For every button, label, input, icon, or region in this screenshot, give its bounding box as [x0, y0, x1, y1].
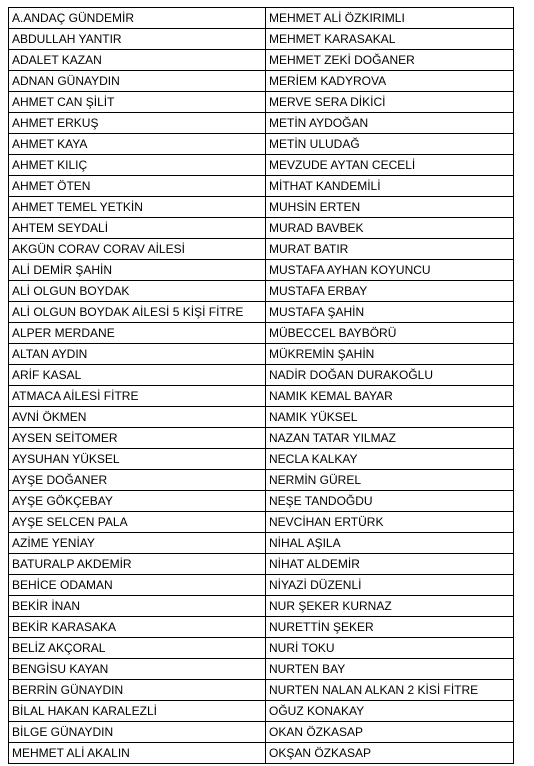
name-cell-right[interactable]: OKŞAN ÖZKASAP [266, 743, 514, 764]
name-cell-right[interactable]: MÜBECCEL BAYBÖRÜ [266, 323, 514, 344]
table-row [9, 743, 514, 764]
table-row [9, 638, 514, 659]
table-row [9, 8, 514, 29]
name-cell-left[interactable]: AHMET ÖTEN [9, 176, 266, 197]
table-row [9, 428, 514, 449]
name-cell-left[interactable]: AHMET CAN ŞİLİT [9, 92, 266, 113]
name-cell-right[interactable]: NADİR DOĞAN DURAKOĞLU [266, 365, 514, 386]
name-cell-left[interactable]: AYŞE DOĞANER [9, 470, 266, 491]
name-cell-right[interactable]: OĞUZ KONAKAY [266, 701, 514, 722]
name-list-body [9, 8, 514, 764]
name-cell-left[interactable]: ALTAN AYDIN [9, 344, 266, 365]
name-cell-left[interactable]: AHMET KILIÇ [9, 155, 266, 176]
table-row [9, 554, 514, 575]
name-cell-right[interactable]: OKAN ÖZKASAP [266, 722, 514, 743]
name-cell-left[interactable]: AHMET TEMEL YETKİN [9, 197, 266, 218]
name-cell-left[interactable]: BATURALP AKDEMİR [9, 554, 266, 575]
name-cell-left[interactable]: MEHMET ALİ AKALIN [9, 743, 266, 764]
name-cell-left[interactable]: AYŞE SELCEN PALA [9, 512, 266, 533]
name-cell-right[interactable]: NAMIK YÜKSEL [266, 407, 514, 428]
name-cell-left[interactable]: AHMET KAYA [9, 134, 266, 155]
name-cell-left[interactable]: AHMET ERKUŞ [9, 113, 266, 134]
name-cell-left[interactable]: BEKİR İNAN [9, 596, 266, 617]
name-cell-left[interactable]: ADNAN GÜNAYDIN [9, 71, 266, 92]
table-row [9, 701, 514, 722]
name-cell-right[interactable]: MURAD BAVBEK [266, 218, 514, 239]
name-cell-left[interactable]: ADALET KAZAN [9, 50, 266, 71]
table-row [9, 449, 514, 470]
table-row [9, 113, 514, 134]
table-row [9, 491, 514, 512]
table-row [9, 722, 514, 743]
name-cell-left[interactable]: BEHİCE ODAMAN [9, 575, 266, 596]
table-row [9, 575, 514, 596]
name-cell-left[interactable]: AYSEN SEİTOMER [9, 428, 266, 449]
name-cell-right[interactable]: MERİEM KADYROVA [266, 71, 514, 92]
table-row [9, 659, 514, 680]
name-cell-left[interactable]: BELİZ AKÇORAL [9, 638, 266, 659]
name-cell-right[interactable]: NEVCİHAN ERTÜRK [266, 512, 514, 533]
table-row [9, 617, 514, 638]
table-row [9, 197, 514, 218]
name-cell-left[interactable]: A.ANDAÇ GÜNDEMİR [9, 8, 266, 29]
table-row [9, 260, 514, 281]
name-cell-right[interactable]: MEVZUDE AYTAN CECELİ [266, 155, 514, 176]
name-cell-left[interactable]: BİLGE GÜNAYDIN [9, 722, 266, 743]
name-cell-right[interactable]: MURAT BATIR [266, 239, 514, 260]
table-row [9, 239, 514, 260]
table-row [9, 512, 514, 533]
table-row [9, 218, 514, 239]
name-cell-left[interactable]: AYSUHAN YÜKSEL [9, 449, 266, 470]
name-cell-right[interactable]: NAMIK KEMAL BAYAR [266, 386, 514, 407]
name-cell-left[interactable]: ABDULLAH YANTIR [9, 29, 266, 50]
name-cell-right[interactable]: NURTEN BAY [266, 659, 514, 680]
name-cell-right[interactable]: NERMİN GÜREL [266, 470, 514, 491]
name-cell-right[interactable]: MUSTAFA AYHAN KOYUNCU [266, 260, 514, 281]
table-row [9, 176, 514, 197]
name-cell-right[interactable]: NİYAZİ DÜZENLİ [266, 575, 514, 596]
name-cell-right[interactable]: NİHAL AŞILA [266, 533, 514, 554]
name-cell-right[interactable]: MİTHAT KANDEMİLİ [266, 176, 514, 197]
name-cell-left[interactable]: BEKİR KARASAKA [9, 617, 266, 638]
name-cell-left[interactable]: ALPER MERDANE [9, 323, 266, 344]
table-row [9, 134, 514, 155]
table-row [9, 470, 514, 491]
table-row [9, 302, 514, 323]
name-cell-left[interactable]: AKGÜN CORAV CORAV AİLESİ [9, 239, 266, 260]
name-cell-right[interactable]: NİHAT ALDEMİR [266, 554, 514, 575]
name-cell-right[interactable]: MEHMET KARASAKAL [266, 29, 514, 50]
name-cell-right[interactable]: NAZAN TATAR YILMAZ [266, 428, 514, 449]
name-cell-right[interactable]: METİN ULUDAĞ [266, 134, 514, 155]
table-row [9, 155, 514, 176]
table-row [9, 29, 514, 50]
table-row [9, 407, 514, 428]
table-row [9, 680, 514, 701]
table-row [9, 281, 514, 302]
name-cell-left[interactable]: ALİ OLGUN BOYDAK [9, 281, 266, 302]
name-cell-right[interactable]: MUHSİN ERTEN [266, 197, 514, 218]
name-cell-left[interactable]: ATMACA AİLESİ FİTRE [9, 386, 266, 407]
name-cell-left[interactable]: BİLAL HAKAN KARALEZLİ [9, 701, 266, 722]
name-cell-left[interactable]: BERRİN GÜNAYDIN [9, 680, 266, 701]
table-row [9, 344, 514, 365]
name-cell-left[interactable]: AVNİ ÖKMEN [9, 407, 266, 428]
name-cell-right[interactable]: NECLA KALKAY [266, 449, 514, 470]
name-cell-left[interactable]: ARİF KASAL [9, 365, 266, 386]
table-row [9, 71, 514, 92]
table-row [9, 50, 514, 71]
name-cell-left[interactable]: AZİME YENİAY [9, 533, 266, 554]
name-cell-left[interactable]: AYŞE GÖKÇEBAY [9, 491, 266, 512]
name-cell-right[interactable]: METİN AYDOĞAN [266, 113, 514, 134]
name-cell-right[interactable]: NURTEN NALAN ALKAN 2 KİSİ FİTRE [266, 680, 514, 701]
table-row [9, 92, 514, 113]
name-cell-right[interactable]: NURİ TOKU [266, 638, 514, 659]
name-cell-right[interactable]: MUSTAFA ERBAY [266, 281, 514, 302]
name-cell-left[interactable]: ALİ DEMİR ŞAHİN [9, 260, 266, 281]
name-cell-right[interactable]: MUSTAFA ŞAHİN [266, 302, 514, 323]
name-cell-right[interactable]: NURETTİN ŞEKER [266, 617, 514, 638]
name-cell-right[interactable]: MÜKREMİN ŞAHİN [266, 344, 514, 365]
name-list-table [8, 7, 514, 764]
table-row [9, 533, 514, 554]
name-cell-right[interactable]: NUR ŞEKER KURNAZ [266, 596, 514, 617]
name-cell-left[interactable]: BENGİSU KAYAN [9, 659, 266, 680]
name-cell-right[interactable]: MEHMET ALİ ÖZKIRIMLI [266, 8, 514, 29]
table-row [9, 386, 514, 407]
table-row [9, 365, 514, 386]
name-cell-right[interactable]: MEHMET ZEKİ DOĞANER [266, 50, 514, 71]
name-cell-right[interactable]: NEŞE TANDOĞDU [266, 491, 514, 512]
table-row [9, 323, 514, 344]
name-cell-left[interactable]: ALİ OLGUN BOYDAK AİLESİ 5 KİŞİ FİTRE [9, 302, 266, 323]
name-cell-left[interactable]: AHTEM SEYDALİ [9, 218, 266, 239]
name-cell-right[interactable]: MERVE SERA DİKİCİ [266, 92, 514, 113]
table-row [9, 596, 514, 617]
